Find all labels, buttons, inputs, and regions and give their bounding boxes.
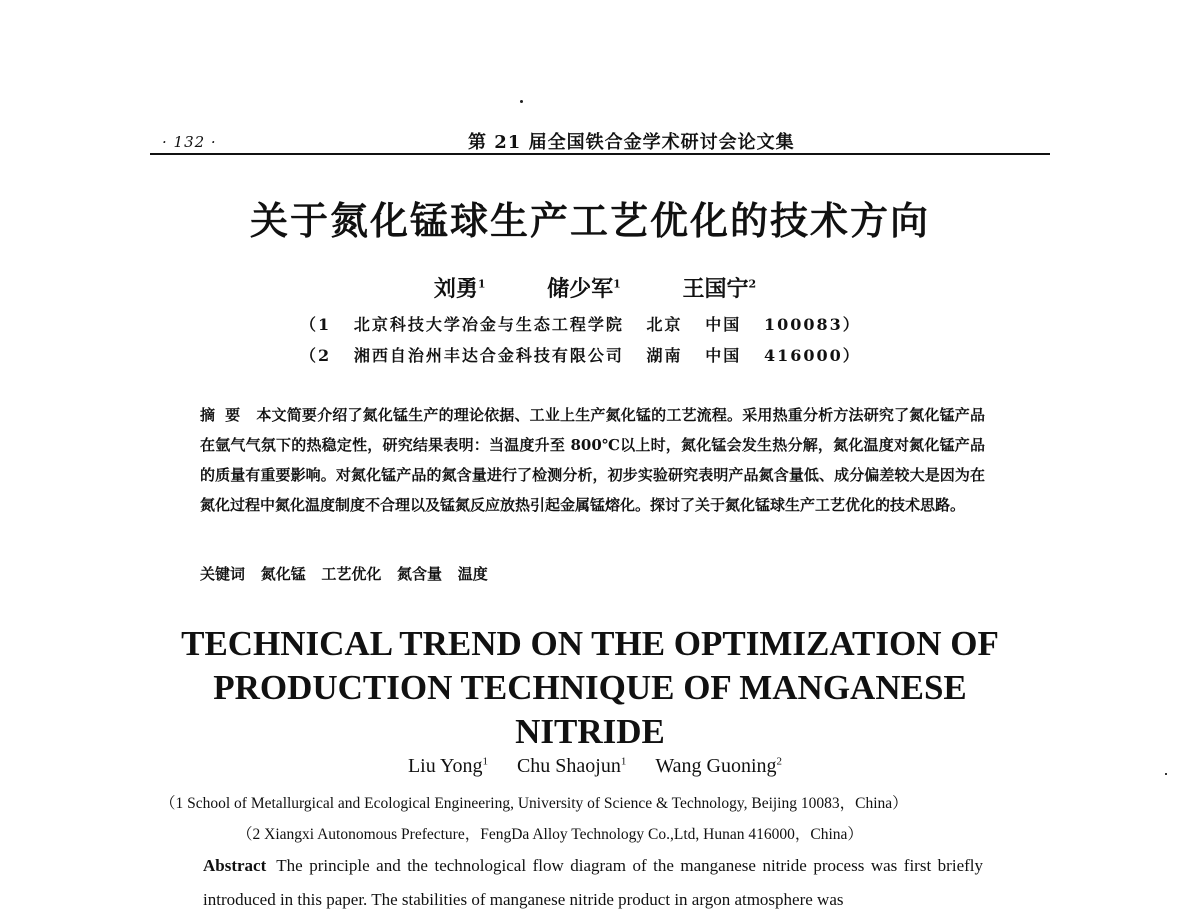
title-en: TECHNICAL TREND ON THE OPTIMIZATION OF PRODUCTION TECHNIQUE OF MANGANESE NITRIDE [181, 624, 999, 751]
header-rule [150, 153, 1050, 155]
scan-dot [520, 100, 523, 103]
abstract-en-text: The principle and the technological flow diagram of the manganese nitride process was first briefly introduced in this paper. The stabilities of manganese nitride product in argon atmosphere was [203, 856, 983, 909]
author-en: Chu Shaojun$^1$ [516, 755, 627, 777]
keywords-cn-items: 氮化锰 工艺优化 氮含量 温度 [260, 565, 488, 583]
running-title: 第 21 届全国铁合金学术研讨会论文集 [468, 132, 795, 153]
affiliation-en-2: （2 Xiangxi Autonomous Prefecture，FengDa Alloy Technology Co.,Ltd, Hunan 416000，China） [237, 826, 863, 843]
abstract-cn-text: 本文简要介绍了氮化锰生产的理论依据、工业上生产氮化锰的工艺流程。采用热重分析方法研究了氮化锰产品在氩气气氛下的热稳定性，研究结果表明：当温度升至 800℃以上时，氮化锰会发生热分解，氮化温度对氮化锰产品的质量有重要影响。对氮化锰产品的氮含量进行了检测分析，初步实验研究表明产品氮含量低、成分偏差较大是因为在氮化过程中氮化温度制度不合理以及锰氮反应放热引起金属锰熔化。探讨了关于氮化锰球生产工艺优化的技术思路。 [200, 406, 985, 514]
affiliation-cn-2: （2 湘西自治州丰达合金科技有限公司 湖南 中国 416000） [300, 346, 861, 365]
affiliation-en-1: （1 School of Metallurgical and Ecological Engineering, University of Science & Technology, Beijing 10083，China） [160, 795, 908, 812]
authors-en [0, 755, 1190, 778]
author-cn: 王国宁$^2$ [682, 276, 757, 302]
author-en: Wang Guoning$^2$ [655, 755, 783, 777]
affiliation-cn-1: （1 北京科技大学冶金与生态工程学院 北京 中国 100083） [300, 315, 861, 334]
page-number: · 132 · [162, 133, 217, 151]
abstract-cn [200, 400, 985, 520]
authors-cn [0, 272, 1190, 303]
author-cn: 刘勇$^1$ [433, 276, 486, 302]
author-cn: 储少军$^1$ [547, 276, 621, 302]
author-en: Liu Yong$^1$ [407, 755, 488, 777]
abstract-en-label: Abstract [203, 856, 267, 875]
abstract-cn-label: 摘要 [200, 406, 251, 424]
title-cn: 关于氮化锰球生产工艺优化的技术方向 [249, 198, 930, 243]
keywords-cn [200, 563, 488, 584]
keywords-cn-label: 关键词 [200, 565, 246, 583]
abstract-en [203, 849, 983, 917]
